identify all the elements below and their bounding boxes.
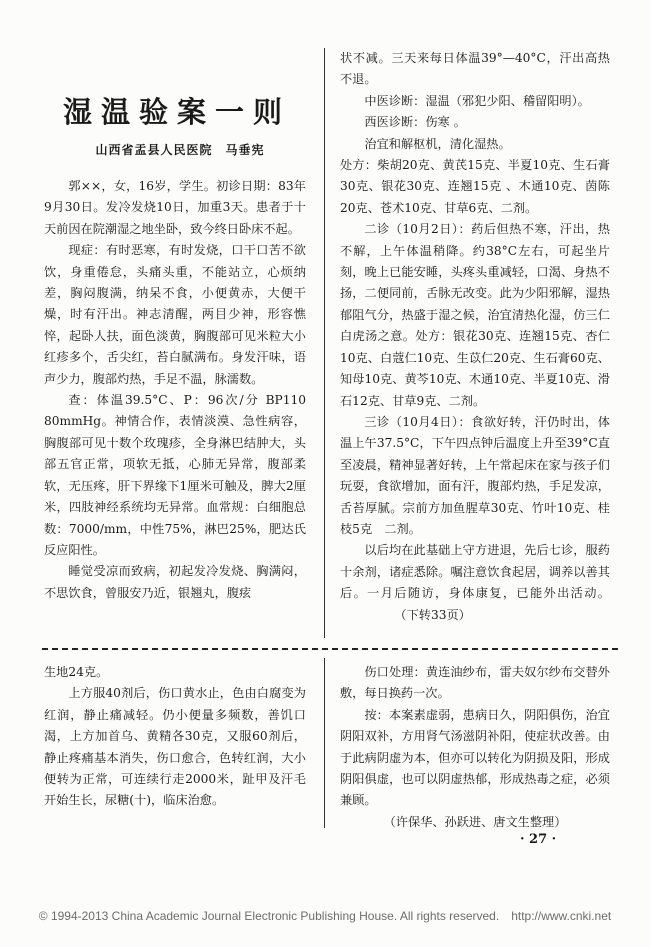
paragraph-symptoms: 现症：有时恶寒，有时发烧，口干口苦不欲饮，身重倦怠，头痛头重，不能站立，心烦纳差，胸闷腹满，纳呆不食，小便黄赤，大便干燥，时有汗出。神志清醒，两目少神，形容憔悴，起卧人扶，面色淡黄，胸腹部可见米粒大小红疹多个，舌尖红，苔白腻满布。身发汗味，语声少力，腹部灼热，手足不温，脉濡数。 <box>44 243 306 386</box>
paragraph-exam: 查：体温39.5°C、P：96次/分 BP110 80mmHg。神情合作，表情淡漠、急性病容，胸腹部可见十数个玫瑰疹，全身淋巴结肿大，头部五官正常，项软无抵，心肺无异常，腹部柔软，无压疼，肝下界缘下1厘米可触及，脾大2厘米，四肢神经系统均无异常。血常规：白细胞总数：7000/mm，中性75%，淋巴25%，肥达氏反应阳性。 <box>44 393 306 557</box>
right-column-bottom <box>340 662 610 833</box>
section-divider <box>42 648 618 650</box>
copyright-footer: © 1994-2013 China Academic Journal Electronic Publishing House. All rights reserved. http://www.cnki.net <box>38 909 612 923</box>
paragraph-treatment-principle: 治宜和解枢机，清化湿热。 <box>364 136 511 151</box>
column-divider-top <box>324 48 325 638</box>
paragraph-prescription-end: 生地24克。 <box>44 665 109 679</box>
paragraph-intro: 郭××，女，16岁，学生。初诊日期：83年9月30日。发冷发烧10日，加重3天。患者于十天前因在院潮湿之地坐卧，致今终日卧床不起。 <box>44 179 306 236</box>
paragraph-continuation: 状不减。三天来每日体温39°—40°C，汗出高热不退。 <box>340 51 610 87</box>
organizers-credit: （许保华、孙跃进、唐文生整理） <box>383 814 567 829</box>
article-author: 山西省盂县人民医院 马垂宪 <box>95 143 265 157</box>
paragraph-history: 睡觉受凉而致病，初起发冷发烧、胸满闷，不思饮食，曾服安乃近，银翘丸，腹痃 <box>44 564 306 600</box>
paragraph-third-visit: 三诊（10月4日）：食欲好转，汗仍时出，体温上午37.5°C，下午四点钟后温度上升至39°C直至凌晨，精神显著好转，上午常起床在家与孩子们玩耍，食欲增加，面有汗，腹部灼热，手足发凉，舌苔厚腻。宗前方加鱼腥草30克、竹叶10克、桂枝5克 二剂。 <box>340 414 610 536</box>
paragraph-wound-care: 伤口处理：黄连油纱布，雷夫奴尔纱布交替外敷，每日换药一次。 <box>340 665 610 701</box>
continued-note: （下转33页） <box>394 607 471 622</box>
paragraph-western-diagnosis: 西医诊断：伤寒 。 <box>364 115 466 130</box>
paragraph-follow-up <box>340 540 610 626</box>
paragraph-outcome: 上方服40剂后，伤口黄水止，色由白腐变为红润，静止痛减轻。仍小便量多频数，善饥口渴，上方加首乌、黄精各30克，又服60剂后，静止疼痛基本消失，伤口愈合，色转红润，大小便转为正常，可连续行走2000米，趾甲及汗毛开始生长，尿糖(十)，临床治愈。 <box>44 686 306 808</box>
column-divider-bottom <box>324 658 325 828</box>
follow-up-text: 以后均在此基础上守方进退，先后七诊，服药十余剂，诸症悉除。嘱注意饮食起居，调养以善其后。一月后随访，身体康复，已能外出活动。 <box>340 543 610 601</box>
left-column-bottom <box>44 662 306 812</box>
article-title: 湿温验案一则 <box>62 95 291 129</box>
paragraph-tcm-diagnosis: 中医诊断：湿温（邪犯少阳、稽留阳明）。 <box>364 93 590 108</box>
left-column-top <box>44 176 306 604</box>
right-column-top <box>340 48 610 626</box>
paragraph-prescription: 处方：柴胡20克、黄芪15克、半夏10克、生石膏30克、银花30克、连翘15克 、木通10克、茵陈20克、苍术10克、甘草6克、二剂。 <box>340 158 610 215</box>
paragraph-second-visit: 二诊（10月2日）：药后但热不寒，汗出，热不解，上午体温稍降。约38°C左右，可起坐片刻，晚上已能安睡，头疼头重减轻，口渴、身热不扬，二便同前，舌脉无改变。此为少阳邪解，湿热郁阻气分，热盛于湿之候，治宜清热化湿，仿三仁白虎汤之意。处方：银花30克、连翘15克、杏仁10克、白蔻仁10克、生苡仁20克、生石膏60克、知母10克、黄芩10克、木通10克、半夏10克、滑石12克、甘草9克、二剂。 <box>340 222 610 408</box>
page-number: · 27 · <box>520 832 557 847</box>
paragraph-commentary: 按：本案素虚弱，患病日久，阴阳俱伤，治宜阴阳双补，方用肾气汤滋阴补阳，使症状改善。由于此病阴虚为本，但亦可以转化为阴损及阳，形成阴阳俱虚，也可以阴虚热郁，形成热毒之症，必须兼顾。 <box>340 707 610 808</box>
